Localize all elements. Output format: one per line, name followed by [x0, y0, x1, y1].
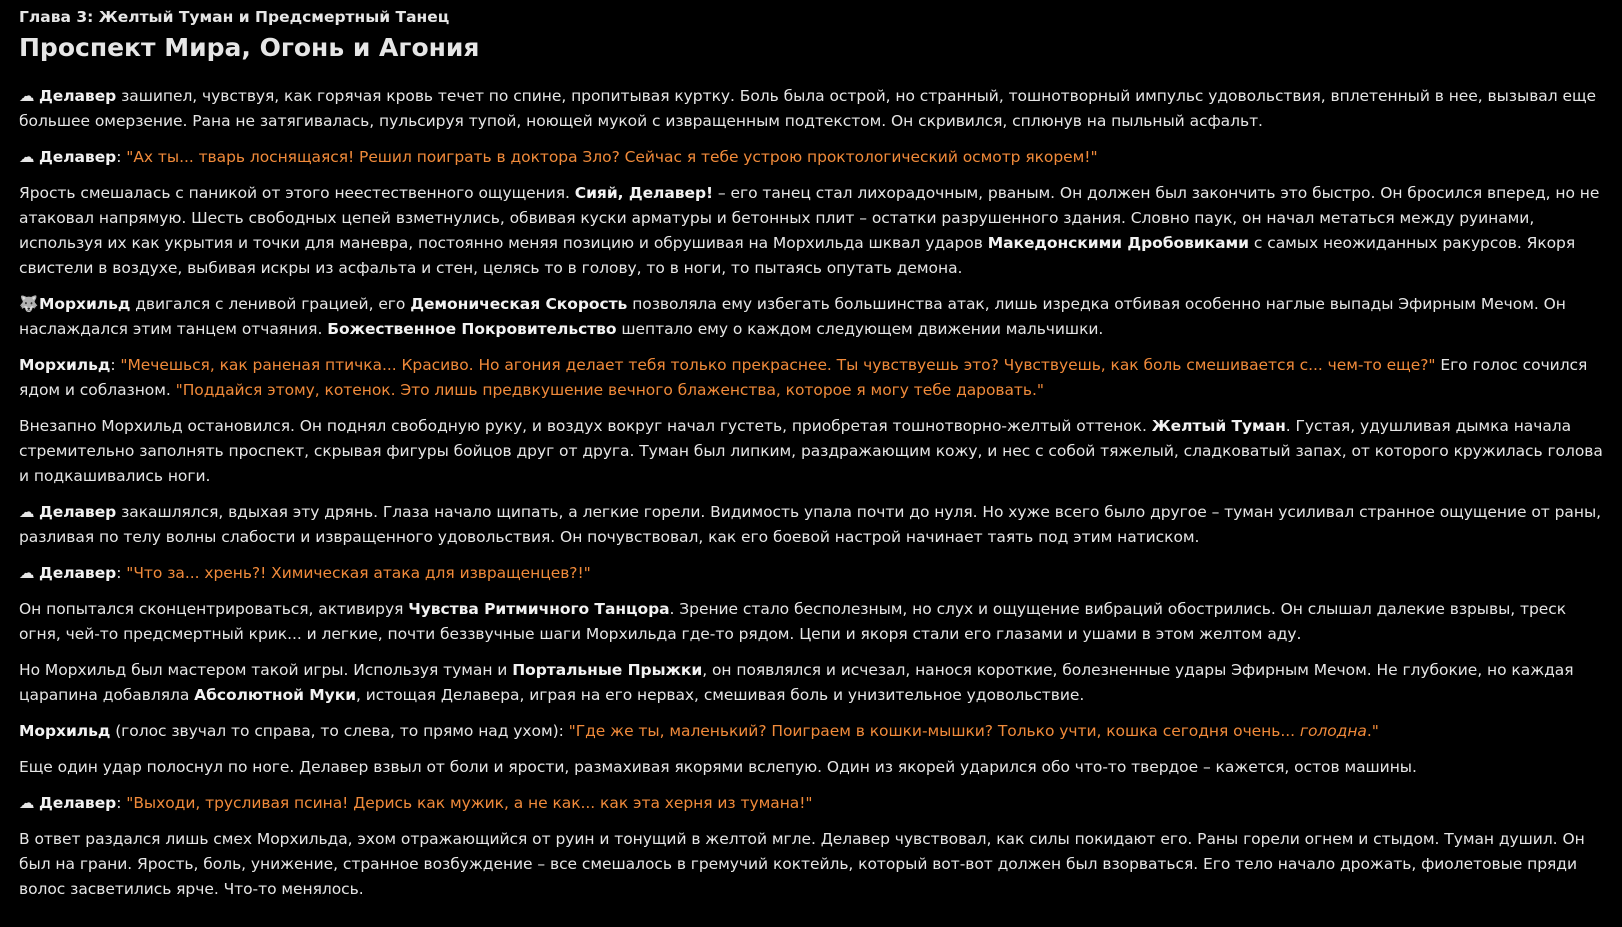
dialogue-5 — [19, 791, 1603, 816]
separator: : — [116, 564, 127, 582]
speaker-name: Делавер — [39, 503, 117, 521]
paragraph-9 — [19, 827, 1603, 902]
cloud-icon: ☁ — [19, 503, 35, 521]
bold-term: Сияй, Делавер! — [574, 184, 714, 202]
wolf-icon: 🐺 — [19, 295, 39, 313]
speaker-name: Морхильд — [19, 356, 111, 374]
dialogue-quote: "Поддайся этому, котенок. Это лишь предвкушение вечного блаженства, которое я могу тебе даровать." — [175, 381, 1044, 399]
separator: : — [116, 794, 127, 812]
chapter-heading: Глава 3: Желтый Туман и Предсмертный Танец — [19, 8, 450, 26]
paragraph-text: , истощая Делавера, играя на его нервах, смешивая боль и унизительное удовольствие. — [356, 686, 1085, 704]
paragraph-text: закашлялся, вдыхая эту дрянь. Глаза начало щипать, а легкие горели. Видимость упала почти до нуля. Но хуже всего было другое – туман усиливал странное ощущение от раны, разливая по телу волны слабости и извращенного удовольствия. Он почувствовал, как его боевой настрой начинает таять под этим натиском. — [19, 503, 1602, 546]
dialogue-quote — [569, 722, 1379, 740]
paragraph-text: Его голос сочился ядом и соблазном. — [19, 356, 1588, 399]
quote-emphasis: голодна — [1299, 722, 1367, 740]
paragraph-4 — [19, 414, 1603, 489]
bold-term: Желтый Туман — [1151, 417, 1286, 435]
paragraph-text: . Зрение стало бесполезным, но слух и ощущение вибраций обострились. Он слышал далекие взрывы, треск огня, чей-то предсмертный крик... и легкие, почти беззвучные шаги Морхильда где-то рядом. Цепи и якоря стали его глазами и ушами в этом желтом аду. — [19, 600, 1567, 643]
speaker-name: Делавер — [39, 794, 117, 812]
separator: : — [116, 148, 127, 166]
paragraph-text: Ярость смешалась с паникой от этого неестественного ощущения. — [19, 184, 575, 202]
dialogue-quote: "Выходи, трусливая псина! Дерись как мужик, а не как... как эта херня из тумана!" — [126, 794, 813, 812]
cloud-icon: ☁ — [19, 148, 35, 166]
paragraph-text: . Густая, удушливая дымка начала стремительно заполнять проспект, скрывая фигуры бойцов друг от друга. Туман был липким, раздражающим кожу, и нес с собой тяжелый, сладковатый запах, от которого кружилась голова и подкашивались ноги. — [19, 417, 1603, 485]
paragraph-6 — [19, 597, 1603, 647]
paragraph-text: зашипел, чувствуя, как горячая кровь течет по спине, пропитывая куртку. Боль была острой, но странный, тошнотворный импульс удовольствия, вплетенный в нее, вызывал еще большее омерзение. Рана не затягивалась, пульсируя тупой, ноющей мукой с извращенным подтекстом. Он скривился, сплюнув на пыльный асфальт. — [19, 87, 1596, 130]
paragraph-text: позволяла ему избегать большинства атак, лишь изредка отбивая особенно наглые выпады Эфирным Мечом. Он наслаждался этим танцем отчаяния. — [19, 295, 1566, 338]
paragraph-text: В ответ раздался лишь смех Морхильда, эхом отражающийся от руин и тонущий в желтой мгле. Делавер чувствовал, как силы покидают его. Раны горели огнем и стыдом. Туман душил. Он был на грани. Ярость, боль, унижение, странное возбуждение – все смешалось в гремучий коктейль, который вот-вот должен был взорваться. Его тело начало дрожать, фиолетовые пряди волос засветились ярче. Что-то менялось. — [19, 830, 1585, 898]
paragraph-text: (голос звучал то справа, то слева, то прямо над ухом): — [110, 722, 569, 740]
dialogue-4 — [19, 719, 1603, 744]
bold-term: Македонскими Дробовиками — [987, 234, 1249, 252]
quote-part: ." — [1366, 722, 1379, 740]
dialogue-quote: "Что за... хрень?! Химическая атака для извращенцев?!" — [126, 564, 591, 582]
separator: : — [110, 356, 121, 374]
speaker-name: Морхильд — [19, 722, 111, 740]
paragraph-8 — [19, 755, 1603, 780]
bold-term: Божественное Покровительство — [327, 320, 617, 338]
paragraph-5 — [19, 500, 1603, 550]
paragraph-3 — [19, 292, 1603, 342]
scene-title: Проспект Мира, Огонь и Агония — [19, 33, 480, 62]
paragraph-2 — [19, 181, 1603, 281]
paragraph-text: Он попытался сконцентрироваться, активируя — [19, 600, 409, 618]
dialogue-quote: "Ах ты... тварь лоснящаяся! Решил поиграть в доктора Зло? Сейчас я тебе устрою проктологический осмотр якорем!" — [126, 148, 1098, 166]
speaker-name: Делавер — [39, 148, 117, 166]
bold-term: Демоническая Скорость — [410, 295, 628, 313]
bold-term: Портальные Прыжки — [512, 661, 703, 679]
paragraph-text: Еще один удар полоснул по ноге. Делавер взвыл от боли и ярости, размахивая якорями вслепую. Один из якорей ударился обо что-то твердое – кажется, остов машины. — [19, 758, 1417, 776]
speaker-name: Морхильд — [39, 295, 131, 313]
paragraph-text: с самых неожиданных ракурсов. Якоря свистели в воздухе, выбивая искры из асфальта и стен, целясь то в голову, то в ноги, то пытаясь опутать демона. — [19, 234, 1576, 277]
cloud-icon: ☁ — [19, 87, 35, 105]
cloud-icon: ☁ — [19, 564, 35, 582]
quote-part: "Где же ты, маленький? Поиграем в кошки-мышки? Только учти, кошка сегодня очень... — [568, 722, 1300, 740]
speaker-name: Делавер — [39, 87, 117, 105]
paragraph-1 — [19, 84, 1603, 134]
bold-term: Абсолютной Муки — [194, 686, 357, 704]
dialogue-3 — [19, 561, 1603, 586]
paragraph-text: , он появлялся и исчезал, нанося короткие, болезненные удары Эфирным Мечом. Не глубокие, но каждая царапина добавляла — [19, 661, 1574, 704]
bold-term: Чувства Ритмичного Танцора — [408, 600, 670, 618]
paragraph-7 — [19, 658, 1603, 708]
paragraph-text: Но Морхильд был мастером такой игры. Используя туман и — [19, 661, 513, 679]
dialogue-2 — [19, 353, 1603, 403]
speaker-name: Делавер — [39, 564, 117, 582]
cloud-icon: ☁ — [19, 794, 35, 812]
paragraph-text: шептало ему о каждом следующем движении мальчишки. — [616, 320, 1104, 338]
dialogue-1 — [19, 145, 1603, 170]
dialogue-quote: "Мечешься, как раненая птичка... Красиво. Но агония делает тебя только прекраснее. Ты чувствуешь это? Чувствуешь, как боль смешивается с... чем-то еще?" — [120, 356, 1436, 374]
paragraph-text: – его танец стал лихорадочным, рваным. Он должен был закончить это быстро. Он бросился вперед, но не атаковал напрямую. Шесть свободных цепей взметнулись, обвивая куски арматуры и бетонных плит – остатки разрушенного здания. Словно паук, он начал метаться между руинами, используя их как укрытия и точки для маневра, постоянно меняя позицию и обрушивая на Морхильда шквал ударов — [19, 184, 1600, 252]
paragraph-text: Внезапно Морхильд остановился. Он поднял свободную руку, и воздух вокруг начал густеть, приобретая тошнотворно-желтый оттенок. — [19, 417, 1152, 435]
paragraph-text: двигался с ленивой грацией, его — [130, 295, 411, 313]
